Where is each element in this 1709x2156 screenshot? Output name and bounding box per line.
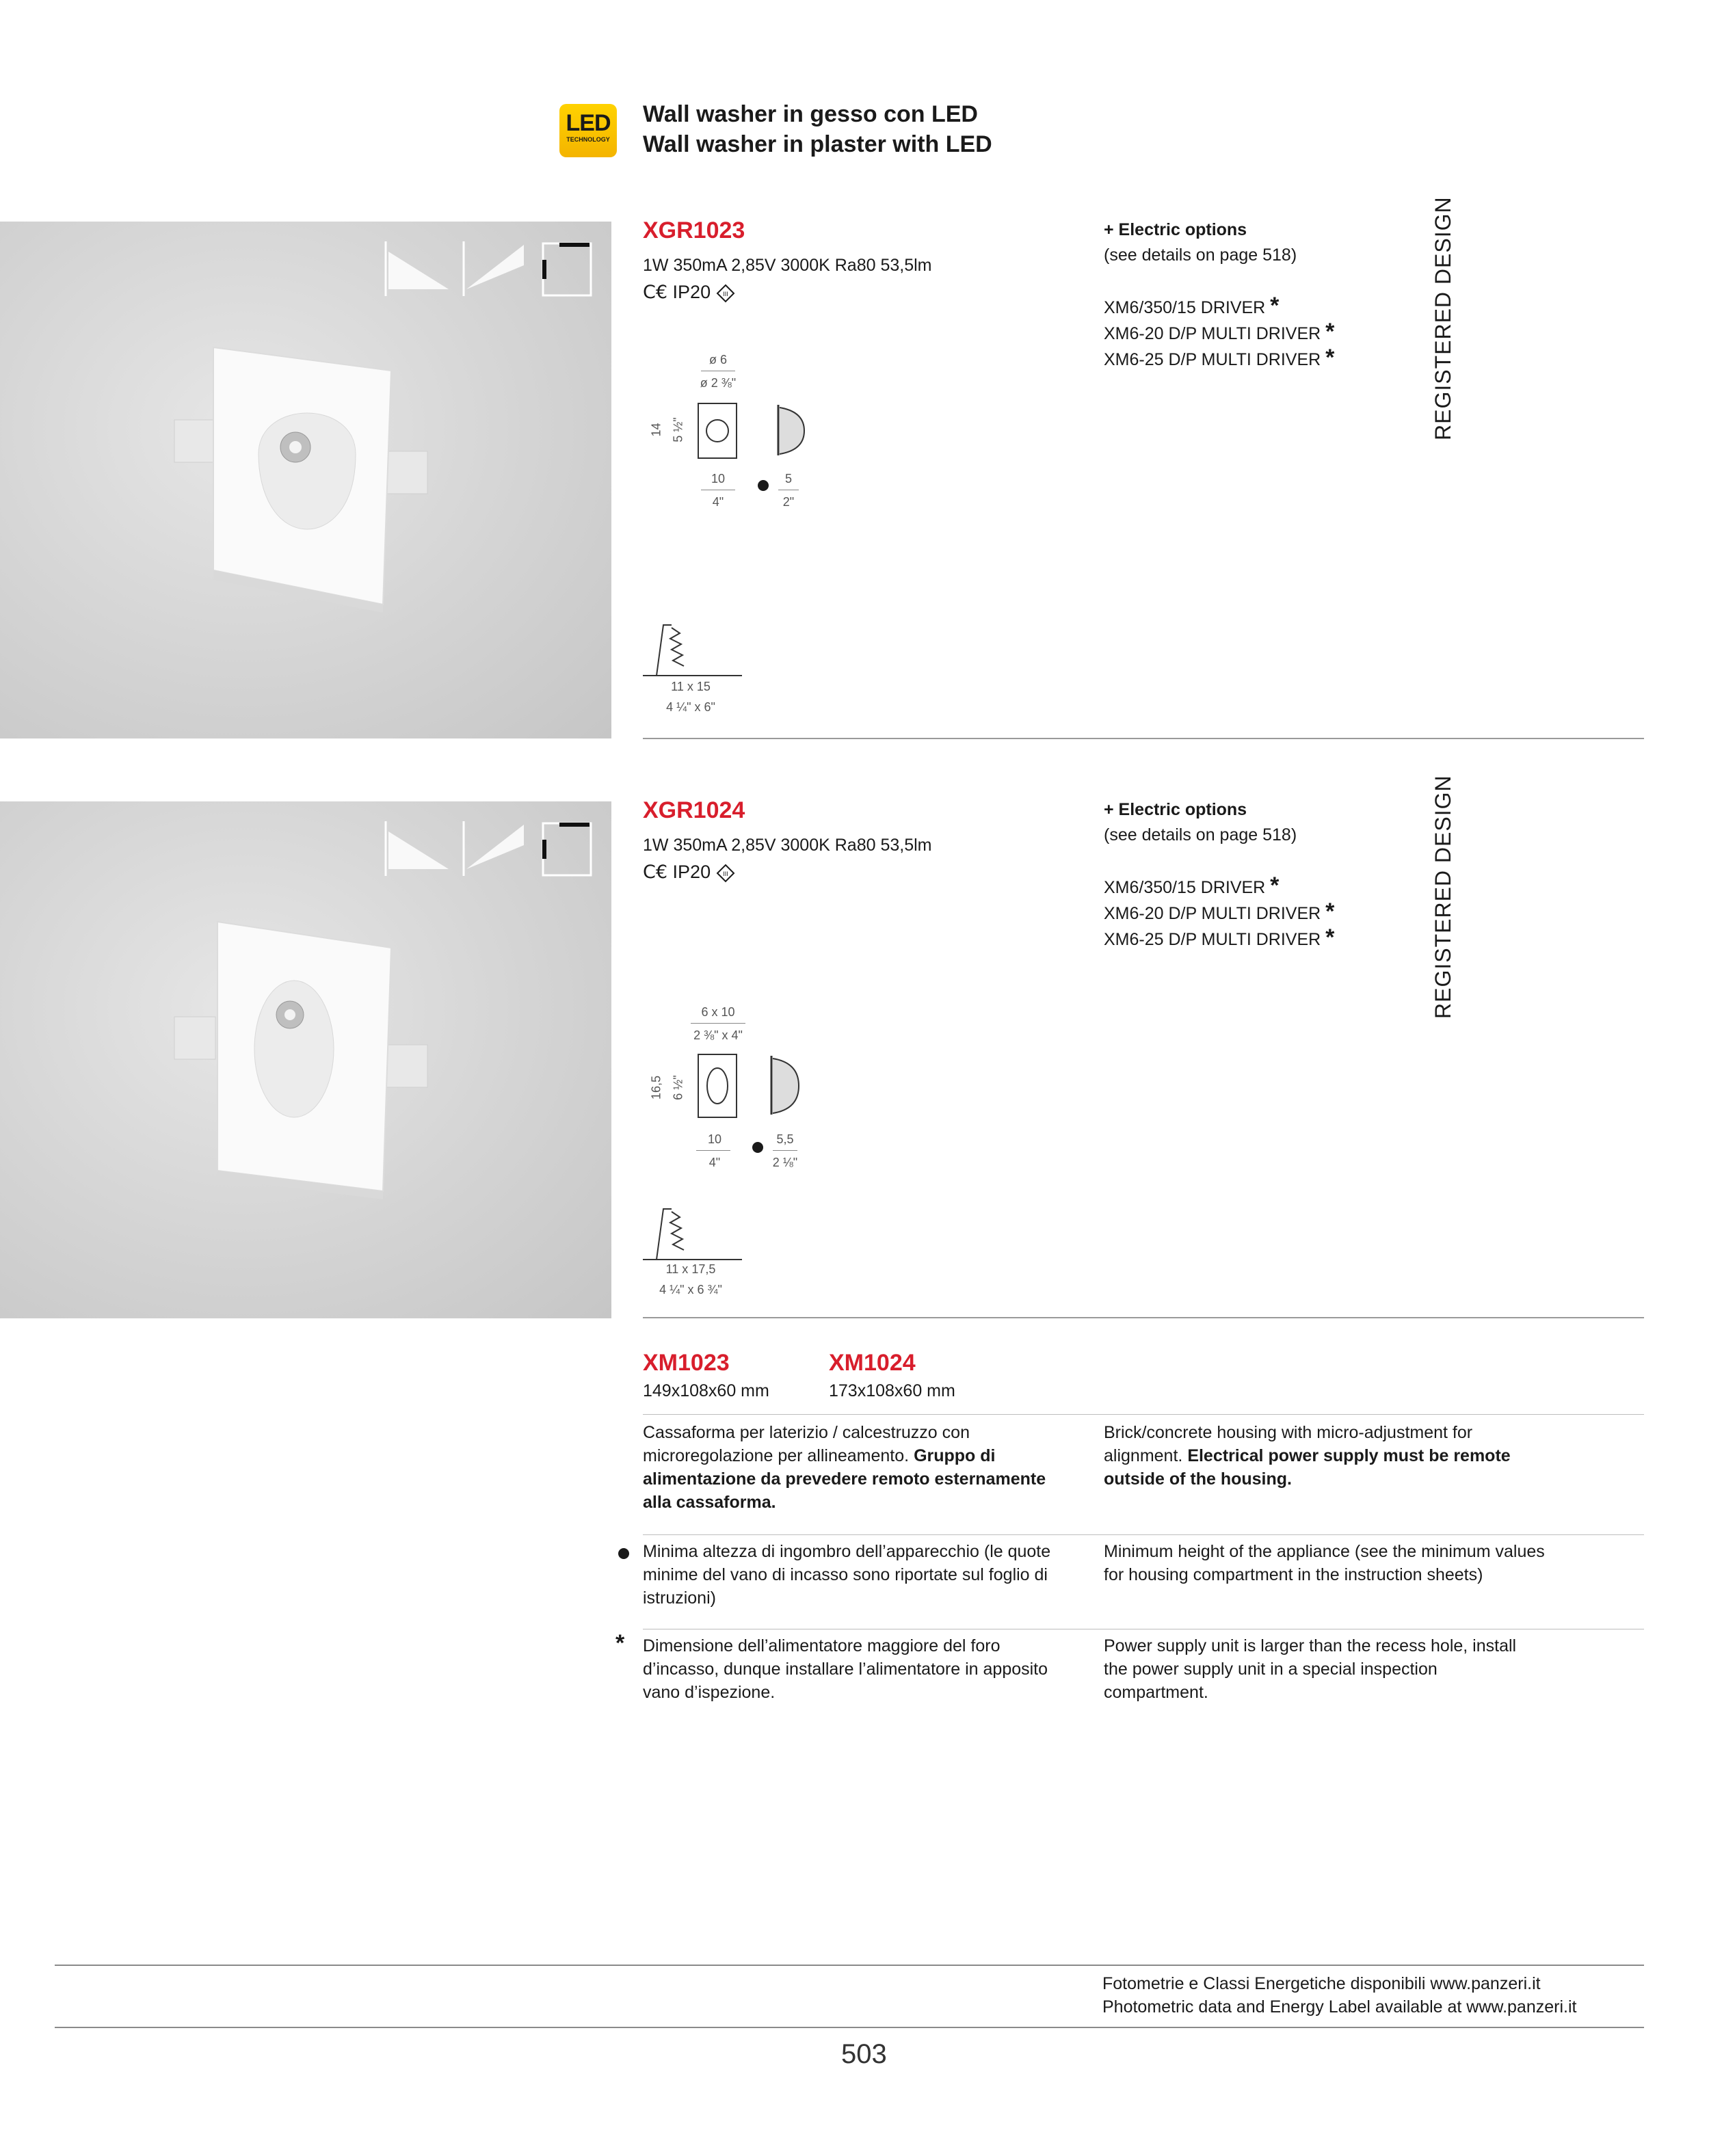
- dim-height-inch: 6 ½": [671, 1075, 685, 1100]
- registered-design-label: REGISTERED DESIGN: [1431, 196, 1455, 440]
- dim-height-inch: 5 ½": [671, 417, 685, 442]
- badge-sub-text: TECHNOLOGY: [566, 136, 610, 143]
- section-divider: [643, 1534, 1644, 1535]
- class-iii-icon: [716, 284, 735, 303]
- led-technology-badge: [559, 104, 617, 157]
- footer-divider: [55, 2027, 1644, 2028]
- footer-divider: [55, 1965, 1644, 1966]
- dim-divider: [691, 1023, 745, 1024]
- dim-height: 14: [649, 423, 663, 437]
- dim-width: 10: [707, 1132, 722, 1146]
- dim-divider: [773, 1150, 797, 1151]
- ip-rating: IP20: [672, 282, 711, 302]
- cutout-icon: [643, 624, 742, 678]
- option-item: XM6/350/15 DRIVER *: [1104, 293, 1280, 319]
- star-icon: *: [1270, 873, 1280, 899]
- product-code-xgr1024: XGR1024: [643, 797, 745, 823]
- product-spec: 1W 350mA 2,85V 3000K Ra80 53,5lm: [643, 836, 932, 855]
- housing-size: 173x108x60 mm: [829, 1381, 955, 1400]
- star-icon: *: [1325, 319, 1335, 345]
- ce-mark-icon: C€: [643, 862, 668, 883]
- footer-line-en: Photometric data and Energy Label available at www.panzeri.it: [1102, 1997, 1577, 2017]
- beam-type-icons: [380, 818, 599, 879]
- ip-rating: IP20: [672, 862, 711, 882]
- dim-width: 10: [711, 472, 726, 485]
- registered-design-label: REGISTERED DESIGN: [1431, 775, 1455, 1019]
- option-item: XM6/350/15 DRIVER *: [1104, 873, 1280, 899]
- min-height-marker: [752, 1142, 763, 1153]
- front-side-drawing: [696, 1053, 812, 1121]
- housing-description-it: Cassaforma per laterizio / calcestruzzo con microregolazione per allineamento. Gruppo di alimentazione da prevedere remoto esternamente alla cassaforma.: [643, 1423, 1046, 1512]
- star-icon: *: [1325, 345, 1335, 371]
- certification-row: [643, 862, 735, 883]
- dim-depth-inch: 2": [782, 495, 795, 509]
- cutout-size-inch: 4 ¼" x 6 ¾": [659, 1283, 722, 1296]
- bullet-dot-icon: [618, 1548, 629, 1559]
- dim-width-inch: 4": [708, 1156, 721, 1169]
- option-item: XM6-20 D/P MULTI DRIVER *: [1104, 319, 1335, 345]
- product-photo-xgr1024: [0, 801, 611, 1318]
- svg-text:III: III: [722, 290, 728, 297]
- min-height-note-en: Minimum height of the appliance (see the minimum values for housing compartment in the instruction sheets): [1104, 1542, 1545, 1584]
- housing-code-xm1024: XM1024: [829, 1350, 916, 1376]
- cutout-size: 11 x 15: [671, 680, 711, 693]
- certification-row: [643, 282, 735, 303]
- ce-mark-icon: C€: [643, 282, 668, 303]
- electric-options-heading: + Electric options: [1104, 220, 1247, 239]
- electric-options-heading: + Electric options: [1104, 800, 1247, 819]
- star-icon: *: [615, 1630, 625, 1656]
- dim-top-inch: ø 2 ⅜": [700, 376, 737, 390]
- cutout-icon: [643, 1208, 742, 1262]
- option-item: XM6-25 D/P MULTI DRIVER *: [1104, 924, 1335, 950]
- cutout-size: 11 x 17,5: [665, 1262, 716, 1276]
- min-height-note-it: Minima altezza di ingombro dell’apparecchio (le quote minime del vano di incasso sono riportate sul foglio di istruzioni): [643, 1542, 1051, 1608]
- housing-code-xm1023: XM1023: [643, 1350, 730, 1376]
- dim-depth: 5,5: [776, 1132, 794, 1146]
- housing-size: 149x108x60 mm: [643, 1381, 769, 1400]
- footer-line-it: Fotometrie e Classi Energetiche disponibili www.panzeri.it: [1102, 1974, 1541, 1993]
- psu-note-en: Power supply unit is larger than the recess hole, install the power supply unit in a special inspection compartment.: [1104, 1636, 1517, 1702]
- front-side-drawing: [696, 402, 812, 464]
- dim-depth: 5: [784, 472, 792, 485]
- electric-options-note: (see details on page 518): [1104, 825, 1297, 844]
- dim-divider: [696, 1150, 730, 1151]
- dim-height: 16,5: [649, 1075, 663, 1100]
- page-number: 503: [841, 2039, 887, 2069]
- dim-width-inch: 4": [712, 495, 724, 509]
- dim-depth-inch: 2 ⅛": [772, 1156, 798, 1169]
- star-icon: *: [1270, 293, 1280, 319]
- cutout-size-inch: 4 ¼" x 6": [666, 700, 715, 714]
- dim-top: 6 x 10: [701, 1005, 735, 1019]
- product-photo-xgr1023: [0, 222, 611, 738]
- star-icon: *: [1325, 924, 1335, 950]
- class-iii-icon: [716, 864, 735, 883]
- beam-type-icons: [380, 238, 599, 300]
- star-icon: *: [1325, 899, 1335, 924]
- psu-note-it: Dimensione dell’alimentatore maggiore del foro d’incasso, dunque installare l’alimentatore in apposito vano d’ispezione.: [643, 1636, 1048, 1702]
- badge-main-text: LED: [566, 110, 611, 136]
- dim-top: ø 6: [708, 353, 727, 367]
- title-english: Wall washer in plaster with LED: [643, 131, 992, 157]
- product-code-xgr1023: XGR1023: [643, 217, 745, 243]
- section-divider: [643, 1414, 1644, 1415]
- product-spec: 1W 350mA 2,85V 3000K Ra80 53,5lm: [643, 256, 932, 275]
- svg-text:III: III: [722, 870, 728, 877]
- min-height-marker: [758, 480, 769, 491]
- electric-options-note: (see details on page 518): [1104, 245, 1297, 265]
- section-divider: [643, 1317, 1644, 1318]
- dim-top-inch: 2 ⅜" x 4": [693, 1028, 743, 1042]
- title-italian: Wall washer in gesso con LED: [643, 101, 978, 127]
- section-divider: [643, 738, 1644, 739]
- housing-description-en: Brick/concrete housing with micro-adjustment for alignment. Electrical power supply must be remote outside of the housing.: [1104, 1423, 1511, 1489]
- option-item: XM6-20 D/P MULTI DRIVER *: [1104, 899, 1335, 924]
- option-item: XM6-25 D/P MULTI DRIVER *: [1104, 345, 1335, 371]
